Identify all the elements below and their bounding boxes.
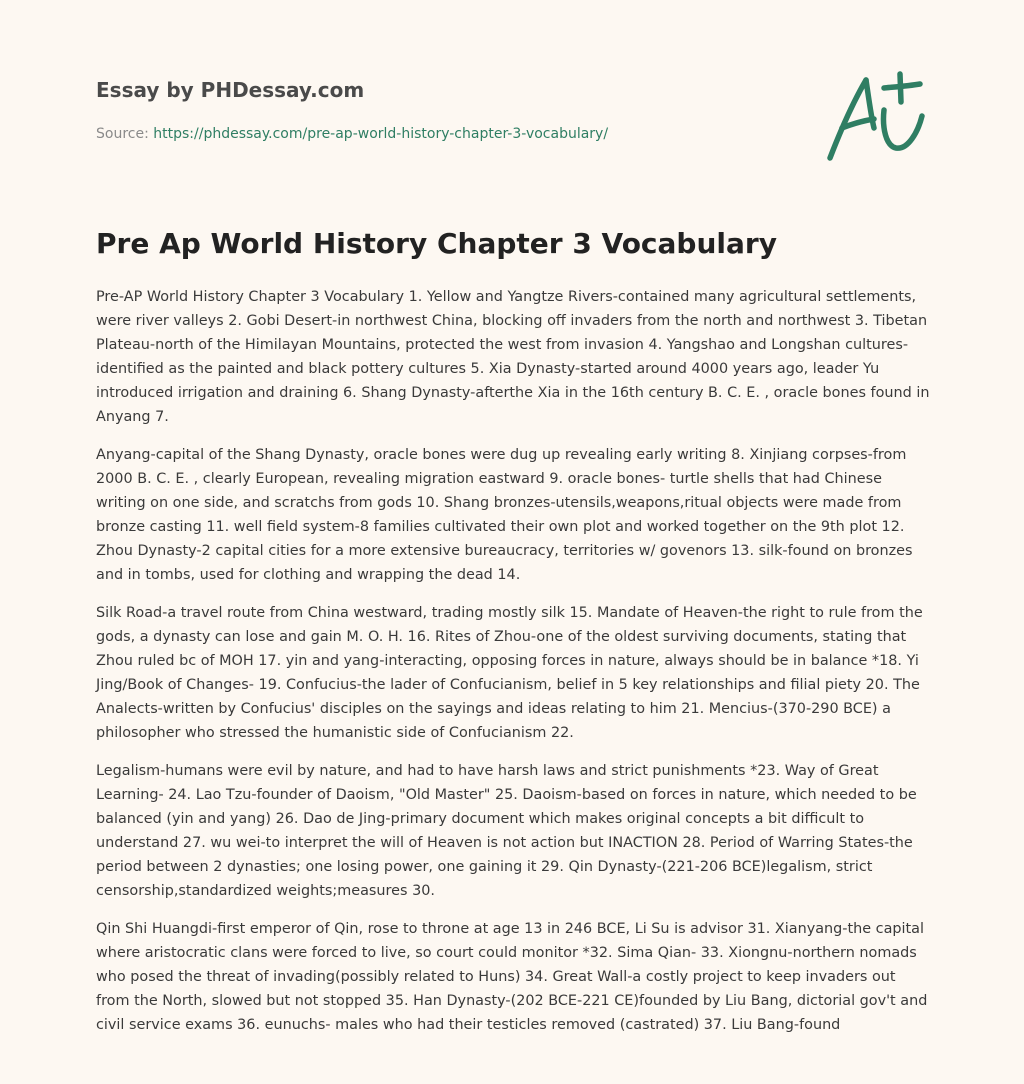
- essay-title: Pre Ap World History Chapter 3 Vocabulary: [96, 227, 777, 260]
- essay-paragraph: Silk Road-a travel route from China westward, trading mostly silk 15. Mandate of Heaven-the right to rule from the gods, a dynasty can lose and gain M. O. H. 16. Rites of Zhou-one of the oldest surviving documents, stating that Zhou ruled bc of MOH 17. yin and yang-interacting, opposing forces in nature, always should be in balance *18. Yi Jing/Book of Changes- 19. Confucius-the lader of Confucianism, belief in 5 key relationships and filial piety 20. The Analects-written by Confucius' disciples on the sayings and ideas relating to him 21. Mencius-(370-290 BCE) a philosopher who stressed the humanistic side of Confucianism 22.: [96, 605, 923, 741]
- a-plus-logo-icon: [822, 66, 932, 166]
- essay-body: [96, 285, 932, 1051]
- source-line: [96, 124, 796, 144]
- essay-paragraph: Anyang-capital of the Shang Dynasty, oracle bones were dug up revealing early writing 8. Xinjiang corpses-from 2000 B. C. E. , clearly European, revealing migration eastward 9. oracle bones- turtle shells that had Chinese writing on one side, and scratchs from gods 10. Shang bronzes-utensils,weapons,ritual objects were made from bronze casting 11. well field system-8 families cultivated their own plot and worked together on the 9th plot 12. Zhou Dynasty-2 capital cities for a more extensive bureaucracy, territories w/ govenors 13. silk-found on bronzes and in tombs, used for clothing and wrapping the dead 14.: [96, 447, 913, 583]
- source-label: Source:: [96, 126, 154, 142]
- page-header: [96, 76, 796, 144]
- essay-paragraph: Legalism-humans were evil by nature, and had to have harsh laws and strict punishments *23. Way of Great Learning- 24. Lao Tzu-founder of Daoism, "Old Master" 25. Daoism-based on forces in nature, which needed to be balanced (yin and yang) 26. Dao de Jing-primary document which makes original concepts a bit difficult to understand 27. wu wei-to interpret the will of Heaven is not action but INACTION 28. Period of Warring States-the period between 2 dynasties; one losing power, one gaining it 29. Qin Dynasty-(221-206 BCE)legalism, strict censorship,standardized weights;measures 30.: [96, 763, 917, 899]
- source-link[interactable]: https://phdessay.com/pre-ap-world-history-chapter-3-vocabulary/: [153, 126, 609, 142]
- essay-paragraph: Pre-AP World History Chapter 3 Vocabulary 1. Yellow and Yangtze Rivers-contained many agricultural settlements, were river valleys 2. Gobi Desert-in northwest China, blocking off invaders from the north and northwest 3. Tibetan Plateau-north of the Himilayan Mountains, protected the west from invasion 4. Yangshao and Longshan cultures-identified as the painted and black pottery cultures 5. Xia Dynasty-started around 4000 years ago, leader Yu introduced irrigation and draining 6. Shang Dynasty-afterthe Xia in the 16th century B. C. E. , oracle bones found in Anyang 7.: [96, 289, 930, 425]
- a-plus-grade-logo: [822, 66, 932, 166]
- site-brand: Essay by PHDessay.com: [96, 78, 365, 102]
- essay-paragraph: Qin Shi Huangdi-first emperor of Qin, rose to throne at age 13 in 246 BCE, Li Su is advisor 31. Xianyang-the capital where aristocratic clans were forced to live, so court could monitor *32. Sima Qian- 33. Xiongnu-northern nomads who posed the threat of invading(possibly related to Huns) 34. Great Wall-a costly project to keep invaders out from the North, slowed but not stopped 35. Han Dynasty-(202 BCE-221 CE)founded by Liu Bang, dictorial gov't and civil service exams 36. eunuchs- males who had their testicles removed (castrated) 37. Liu Bang-found: [96, 921, 928, 1033]
